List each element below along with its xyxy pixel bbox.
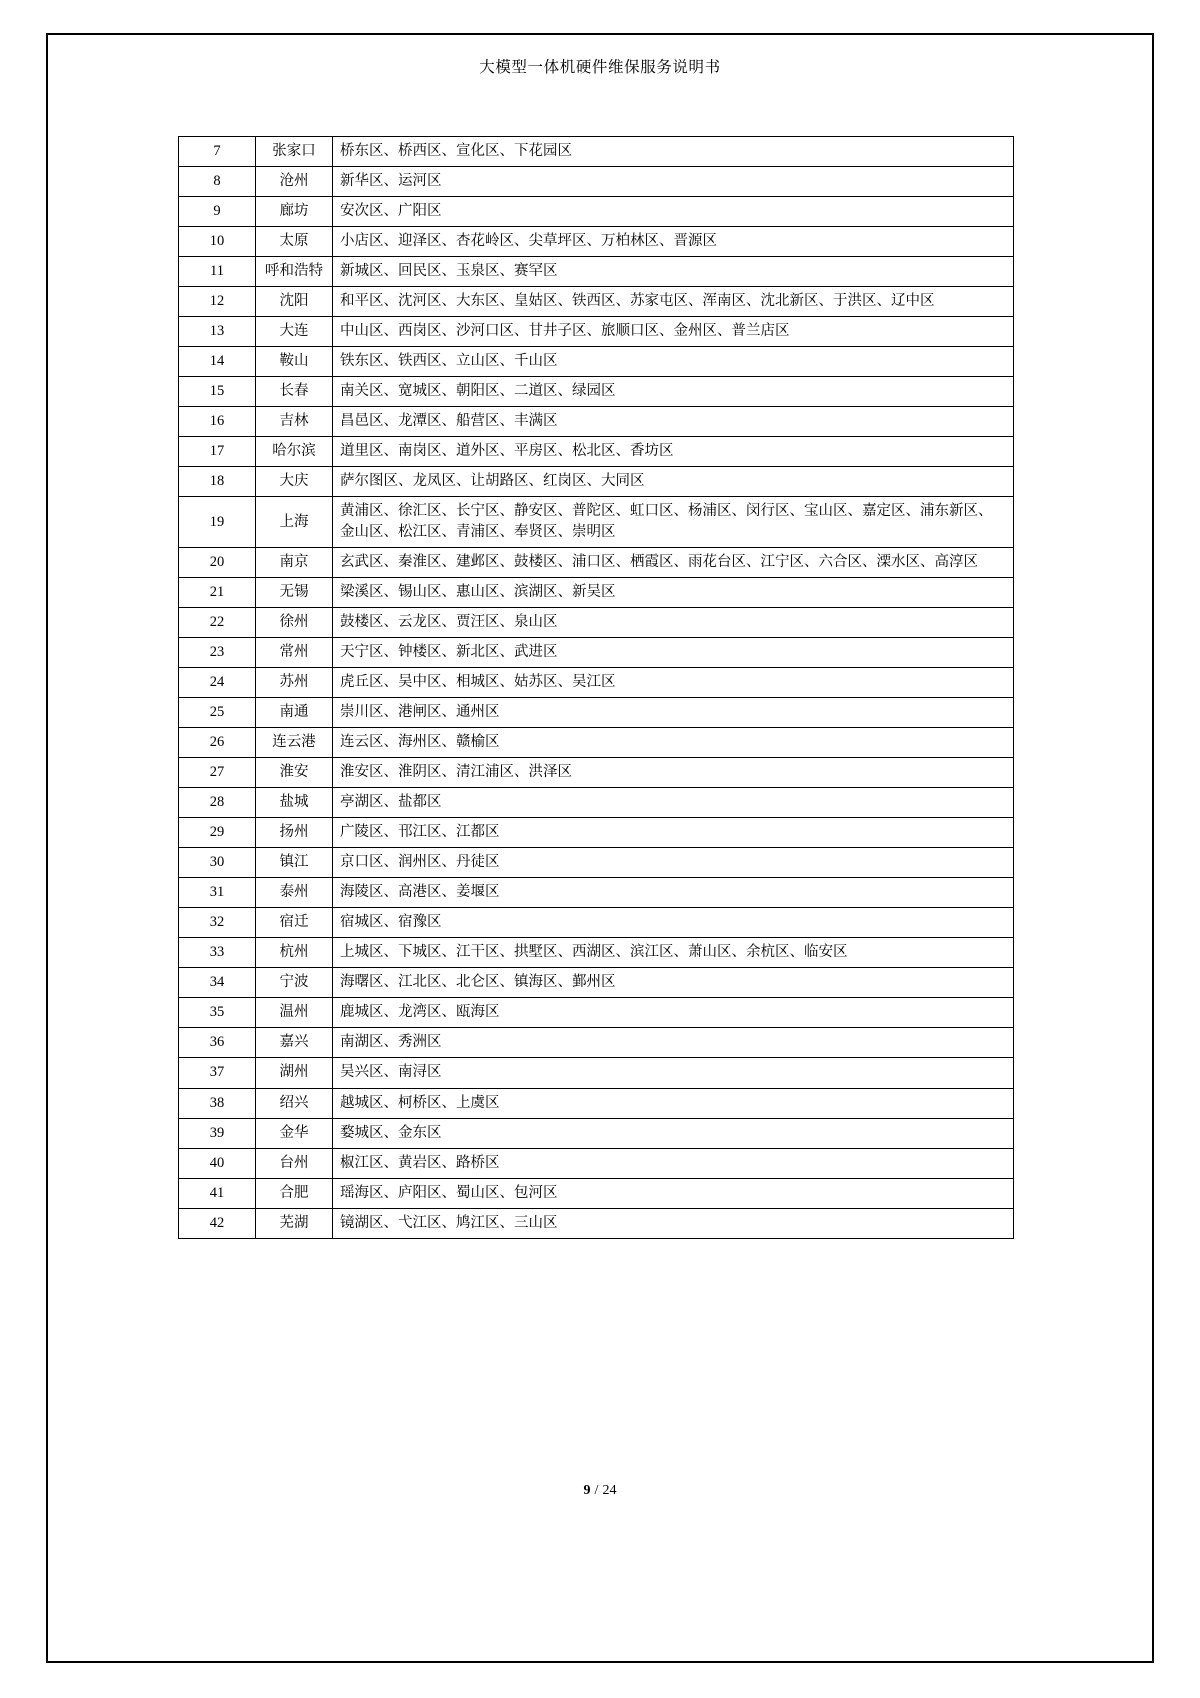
- cell-districts: 桥东区、桥西区、宣化区、下花园区: [333, 137, 1014, 167]
- table-row: [179, 317, 1014, 347]
- table-row: [179, 788, 1014, 818]
- cell-districts: 越城区、柯桥区、上虞区: [333, 1088, 1014, 1118]
- cell-districts: 吴兴区、南浔区: [333, 1058, 1014, 1088]
- table-row: [179, 758, 1014, 788]
- table-row: [179, 257, 1014, 287]
- cell-districts: 京口区、润州区、丹徒区: [333, 848, 1014, 878]
- cell-row-number: 40: [179, 1148, 256, 1178]
- cell-city: 苏州: [256, 668, 333, 698]
- cell-row-number: 21: [179, 578, 256, 608]
- cell-city: 泰州: [256, 878, 333, 908]
- cell-districts: 虎丘区、吴中区、相城区、姑苏区、吴江区: [333, 668, 1014, 698]
- cell-districts: 椒江区、黄岩区、路桥区: [333, 1148, 1014, 1178]
- cell-row-number: 31: [179, 878, 256, 908]
- cell-districts: 南湖区、秀洲区: [333, 1028, 1014, 1058]
- cell-row-number: 38: [179, 1088, 256, 1118]
- service-districts-table: [178, 136, 1014, 1239]
- cell-districts: 萨尔图区、龙凤区、让胡路区、红岗区、大同区: [333, 467, 1014, 497]
- table-row: [179, 578, 1014, 608]
- cell-city: 长春: [256, 377, 333, 407]
- cell-city: 大连: [256, 317, 333, 347]
- cell-city: 沧州: [256, 167, 333, 197]
- cell-city: 镇江: [256, 848, 333, 878]
- table-row: [179, 638, 1014, 668]
- cell-city: 温州: [256, 998, 333, 1028]
- cell-city: 徐州: [256, 608, 333, 638]
- cell-city: 吉林: [256, 407, 333, 437]
- cell-districts: 上城区、下城区、江干区、拱墅区、西湖区、滨江区、萧山区、余杭区、临安区: [333, 938, 1014, 968]
- table-row: [179, 998, 1014, 1028]
- table-row: [179, 1208, 1014, 1238]
- cell-city: 沈阳: [256, 287, 333, 317]
- cell-row-number: 19: [179, 497, 256, 548]
- cell-districts: 天宁区、钟楼区、新北区、武进区: [333, 638, 1014, 668]
- cell-row-number: 14: [179, 347, 256, 377]
- cell-districts: 铁东区、铁西区、立山区、千山区: [333, 347, 1014, 377]
- cell-row-number: 36: [179, 1028, 256, 1058]
- table-row: [179, 167, 1014, 197]
- table-row: [179, 1058, 1014, 1088]
- cell-row-number: 18: [179, 467, 256, 497]
- cell-districts: 和平区、沈河区、大东区、皇姑区、铁西区、苏家屯区、浑南区、沈北新区、于洪区、辽中区: [333, 287, 1014, 317]
- cell-row-number: 29: [179, 818, 256, 848]
- cell-districts: 瑶海区、庐阳区、蜀山区、包河区: [333, 1178, 1014, 1208]
- cell-row-number: 7: [179, 137, 256, 167]
- cell-city: 上海: [256, 497, 333, 548]
- cell-districts: 南关区、宽城区、朝阳区、二道区、绿园区: [333, 377, 1014, 407]
- footer-separator: /: [594, 1483, 599, 1498]
- cell-districts: 广陵区、邗江区、江都区: [333, 818, 1014, 848]
- cell-city: 淮安: [256, 758, 333, 788]
- page-footer: [0, 1483, 1200, 1499]
- table-row: [179, 497, 1014, 548]
- table-row: [179, 437, 1014, 467]
- cell-city: 哈尔滨: [256, 437, 333, 467]
- table-row: [179, 377, 1014, 407]
- cell-districts: 道里区、南岗区、道外区、平房区、松北区、香坊区: [333, 437, 1014, 467]
- cell-city: 盐城: [256, 788, 333, 818]
- cell-city: 廊坊: [256, 197, 333, 227]
- cell-row-number: 23: [179, 638, 256, 668]
- cell-row-number: 33: [179, 938, 256, 968]
- cell-row-number: 37: [179, 1058, 256, 1088]
- cell-row-number: 39: [179, 1118, 256, 1148]
- table-row: [179, 938, 1014, 968]
- cell-districts: 崇川区、港闸区、通州区: [333, 698, 1014, 728]
- cell-districts: 安次区、广阳区: [333, 197, 1014, 227]
- footer-total-pages: 24: [602, 1483, 617, 1498]
- cell-city: 南通: [256, 698, 333, 728]
- table-row: [179, 608, 1014, 638]
- cell-city: 台州: [256, 1148, 333, 1178]
- cell-city: 宿迁: [256, 908, 333, 938]
- cell-row-number: 9: [179, 197, 256, 227]
- cell-districts: 中山区、西岗区、沙河口区、甘井子区、旅顺口区、金州区、普兰店区: [333, 317, 1014, 347]
- cell-city: 合肥: [256, 1178, 333, 1208]
- cell-districts: 海曙区、江北区、北仑区、镇海区、鄞州区: [333, 968, 1014, 998]
- cell-row-number: 22: [179, 608, 256, 638]
- table-row: [179, 1118, 1014, 1148]
- table-row: [179, 878, 1014, 908]
- cell-row-number: 41: [179, 1178, 256, 1208]
- cell-districts: 镜湖区、弋江区、鸠江区、三山区: [333, 1208, 1014, 1238]
- cell-districts: 鹿城区、龙湾区、瓯海区: [333, 998, 1014, 1028]
- cell-city: 南京: [256, 548, 333, 578]
- cell-districts: 昌邑区、龙潭区、船营区、丰满区: [333, 407, 1014, 437]
- table-row: [179, 818, 1014, 848]
- table-row: [179, 1028, 1014, 1058]
- cell-row-number: 28: [179, 788, 256, 818]
- cell-row-number: 32: [179, 908, 256, 938]
- cell-row-number: 27: [179, 758, 256, 788]
- cell-districts: 小店区、迎泽区、杏花岭区、尖草坪区、万柏林区、晋源区: [333, 227, 1014, 257]
- cell-row-number: 12: [179, 287, 256, 317]
- table-row: [179, 467, 1014, 497]
- cell-districts: 海陵区、高港区、姜堰区: [333, 878, 1014, 908]
- cell-districts: 连云区、海州区、赣榆区: [333, 728, 1014, 758]
- cell-city: 张家口: [256, 137, 333, 167]
- footer-current-page: 9: [583, 1483, 591, 1498]
- cell-city: 太原: [256, 227, 333, 257]
- cell-city: 湖州: [256, 1058, 333, 1088]
- cell-districts: 亭湖区、盐都区: [333, 788, 1014, 818]
- cell-districts: 婺城区、金东区: [333, 1118, 1014, 1148]
- cell-city: 芜湖: [256, 1208, 333, 1238]
- cell-city: 连云港: [256, 728, 333, 758]
- table-row: [179, 227, 1014, 257]
- cell-city: 宁波: [256, 968, 333, 998]
- cell-row-number: 26: [179, 728, 256, 758]
- cell-city: 呼和浩特: [256, 257, 333, 287]
- table-row: [179, 728, 1014, 758]
- table-row: [179, 407, 1014, 437]
- table-row: [179, 137, 1014, 167]
- cell-row-number: 25: [179, 698, 256, 728]
- table-row: [179, 347, 1014, 377]
- table-row: [179, 968, 1014, 998]
- cell-row-number: 11: [179, 257, 256, 287]
- cell-row-number: 20: [179, 548, 256, 578]
- page-header-title: 大模型一体机硬件维保服务说明书: [479, 59, 721, 76]
- cell-city: 嘉兴: [256, 1028, 333, 1058]
- table-row: [179, 668, 1014, 698]
- cell-districts: 梁溪区、锡山区、惠山区、滨湖区、新吴区: [333, 578, 1014, 608]
- cell-row-number: 16: [179, 407, 256, 437]
- cell-districts: 黄浦区、徐汇区、长宁区、静安区、普陀区、虹口区、杨浦区、闵行区、宝山区、嘉定区、浦东新区、金山区、松江区、青浦区、奉贤区、崇明区: [333, 497, 1014, 548]
- cell-districts: 玄武区、秦淮区、建邺区、鼓楼区、浦口区、栖霞区、雨花台区、江宁区、六合区、溧水区、高淳区: [333, 548, 1014, 578]
- cell-row-number: 17: [179, 437, 256, 467]
- cell-districts: 新华区、运河区: [333, 167, 1014, 197]
- cell-city: 无锡: [256, 578, 333, 608]
- cell-row-number: 13: [179, 317, 256, 347]
- table-body: [179, 137, 1014, 1239]
- cell-city: 大庆: [256, 467, 333, 497]
- cell-row-number: 15: [179, 377, 256, 407]
- cell-city: 鞍山: [256, 347, 333, 377]
- table-row: [179, 698, 1014, 728]
- page-content: [178, 136, 993, 1239]
- cell-districts: 鼓楼区、云龙区、贾汪区、泉山区: [333, 608, 1014, 638]
- cell-row-number: 24: [179, 668, 256, 698]
- cell-row-number: 8: [179, 167, 256, 197]
- cell-districts: 淮安区、淮阴区、清江浦区、洪泽区: [333, 758, 1014, 788]
- cell-city: 杭州: [256, 938, 333, 968]
- cell-city: 常州: [256, 638, 333, 668]
- cell-row-number: 35: [179, 998, 256, 1028]
- cell-city: 绍兴: [256, 1088, 333, 1118]
- table-row: [179, 197, 1014, 227]
- cell-city: 扬州: [256, 818, 333, 848]
- cell-row-number: 30: [179, 848, 256, 878]
- table-row: [179, 287, 1014, 317]
- cell-districts: 宿城区、宿豫区: [333, 908, 1014, 938]
- cell-row-number: 42: [179, 1208, 256, 1238]
- table-row: [179, 548, 1014, 578]
- table-row: [179, 1088, 1014, 1118]
- table-row: [179, 908, 1014, 938]
- cell-row-number: 10: [179, 227, 256, 257]
- table-row: [179, 1148, 1014, 1178]
- table-row: [179, 1178, 1014, 1208]
- cell-city: 金华: [256, 1118, 333, 1148]
- table-row: [179, 848, 1014, 878]
- cell-row-number: 34: [179, 968, 256, 998]
- cell-districts: 新城区、回民区、玉泉区、赛罕区: [333, 257, 1014, 287]
